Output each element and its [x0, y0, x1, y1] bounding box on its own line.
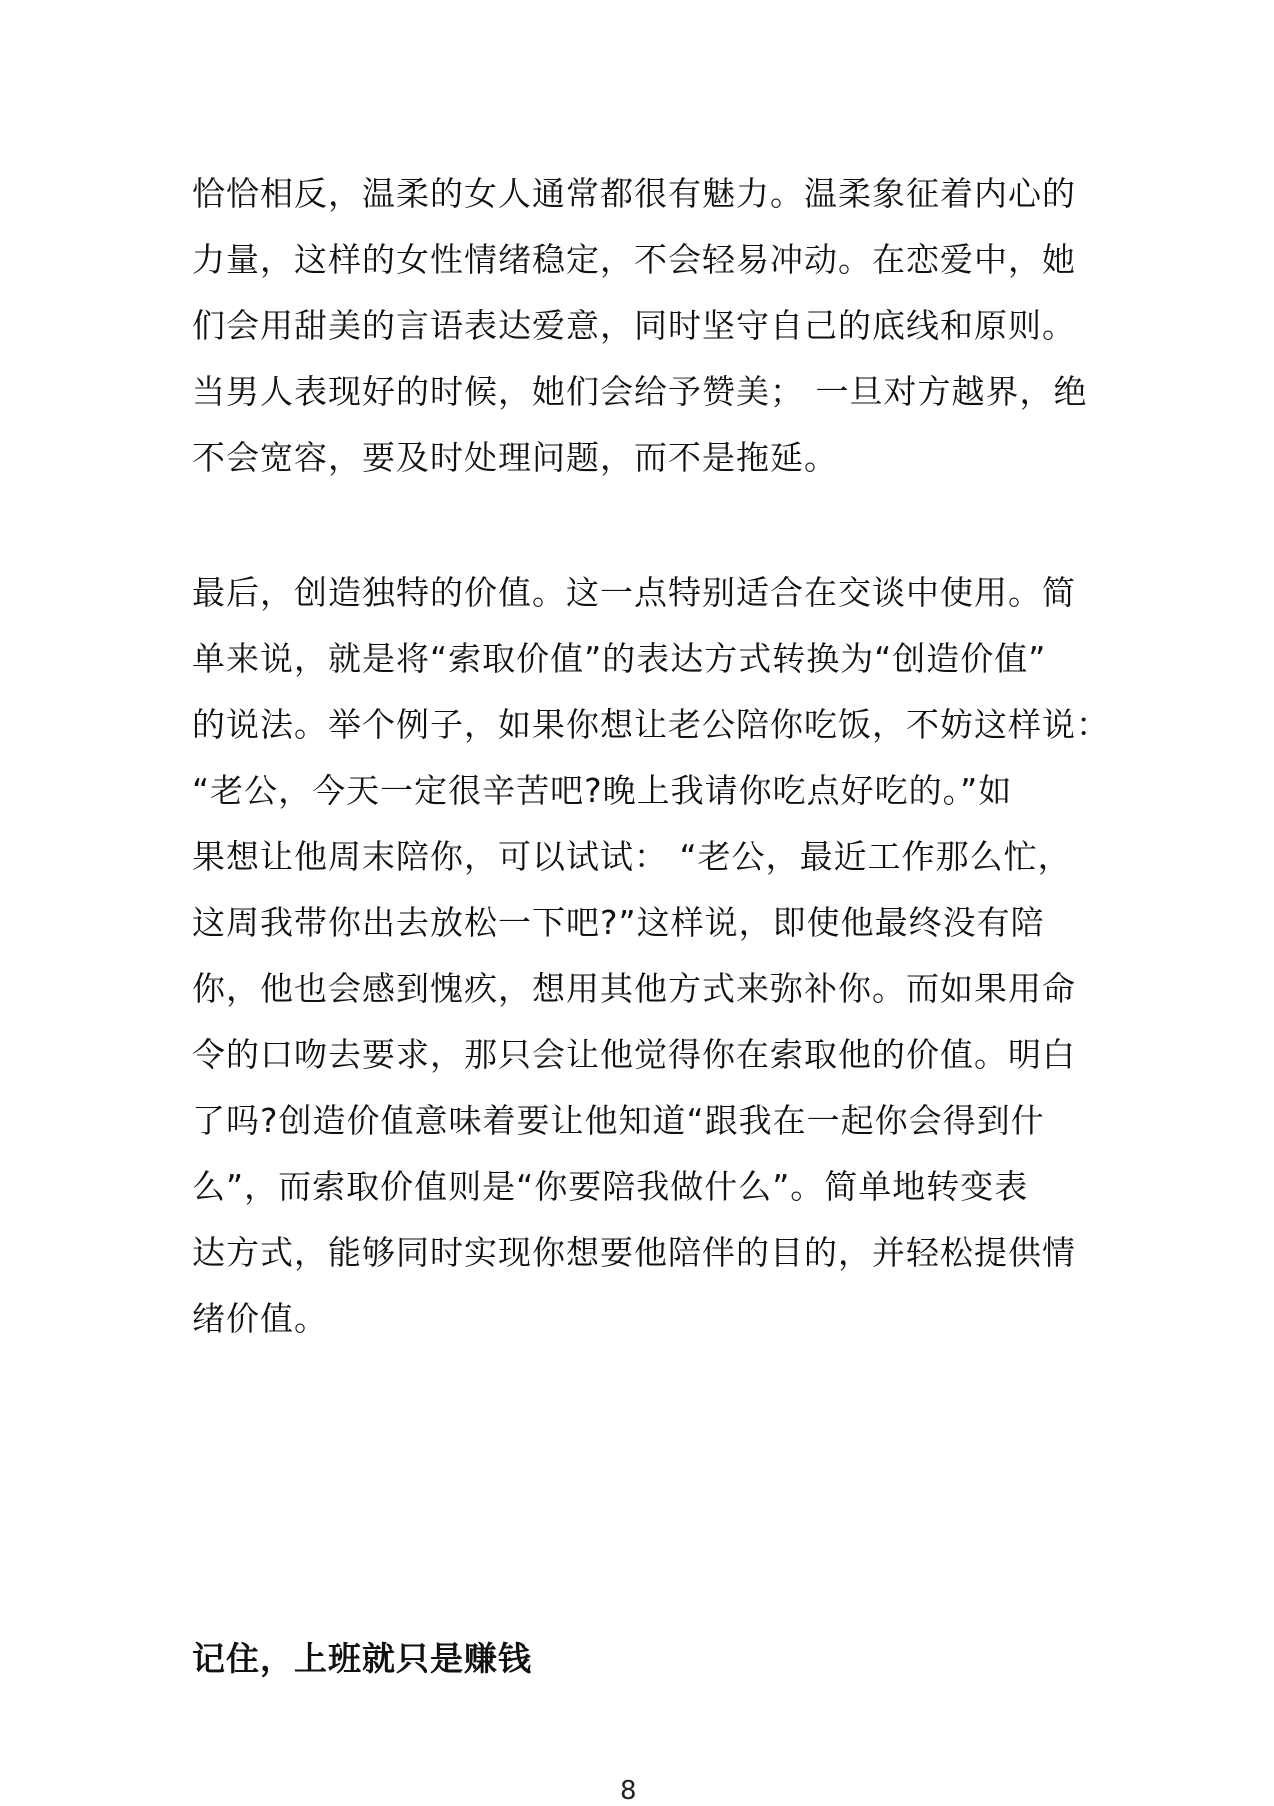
text-line: 这周我带你出去放松一下吧?”这样说，即使他最终没有陪 — [192, 903, 1045, 942]
text-line: 令的口吻去要求，那只会让他觉得你在索取他的价值。明白 — [192, 1035, 1076, 1074]
text-line: 当男人表现好的时候，她们会给予赞美； 一旦对方越界，绝 — [192, 372, 1088, 411]
section-heading: 记住，上班就只是赚钱 — [192, 1639, 532, 1678]
text-line: 你，他也会感到愧疚，想用其他方式来弥补你。而如果用命 — [192, 969, 1076, 1008]
text-line: 了吗?创造价值意味着要让他知道“跟我在一起你会得到什 — [192, 1101, 1045, 1140]
paragraph-gentle-women — [192, 161, 1092, 491]
text-line: 力量，这样的女性情绪稳定，不会轻易冲动。在恋爱中，她 — [192, 240, 1076, 279]
text-line: 的说法。举个例子，如果你想让老公陪你吃饭，不妨这样说： — [192, 705, 1110, 744]
text-line: 恰恰相反，温柔的女人通常都很有魅力。温柔象征着内心的 — [192, 174, 1076, 213]
paragraph-create-value — [192, 560, 1110, 1352]
text-line: 果想让他周末陪你，可以试试： “老公，最近工作那么忙， — [192, 837, 1072, 876]
text-line: 达方式，能够同时实现你想要他陪伴的目的，并轻松提供情 — [192, 1233, 1076, 1272]
text-line: 绪价值。 — [192, 1299, 328, 1338]
text-line: 们会用甜美的言语表达爱意，同时坚守自己的底线和原则。 — [192, 306, 1076, 345]
page-number: 8 — [620, 1776, 637, 1806]
text-line: 最后，创造独特的价值。这一点特别适合在交谈中使用。简 — [192, 573, 1076, 612]
text-line: “老公，今天一定很辛苦吧?晚上我请你吃点好吃的。”如 — [192, 771, 1013, 810]
text-line: 不会宽容，要及时处理问题，而不是拖延。 — [192, 438, 838, 477]
text-line: 么”，而索取价值则是“你要陪我做什么”。简单地转变表 — [192, 1167, 1029, 1206]
text-line: 单来说，就是将“索取价值”的表达方式转换为“创造价值” — [192, 639, 1047, 678]
